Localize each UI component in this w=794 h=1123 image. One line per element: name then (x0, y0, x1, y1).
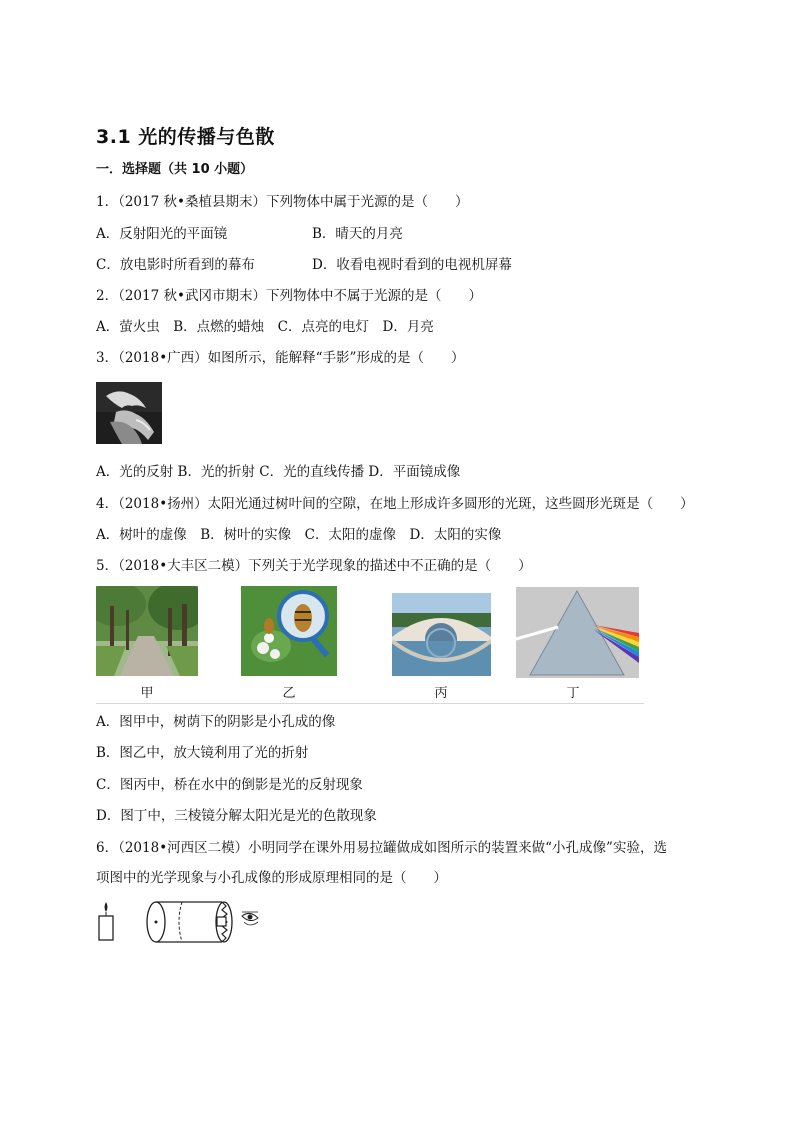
question-6-stem-line-2: 项图中的光学现象与小孔成像的形成原理相同的是（ ） (96, 870, 447, 886)
magnifier-bee-photo (241, 586, 337, 676)
question-5-option-c: C．图丙中，桥在水中的倒影是光的反射现象 (96, 777, 363, 793)
pinhole-camera-diagram (96, 900, 266, 948)
question-1-option-b: B．晴天的月亮 (312, 226, 403, 242)
page-title: 3.1 光的传播与色散 (96, 126, 275, 148)
caption-yi: 乙 (282, 686, 296, 701)
question-1-option-c: C．放电影时所看到的幕布 (96, 257, 255, 273)
caption-jia: 甲 (140, 686, 154, 701)
tree-path-photo (96, 586, 198, 676)
section-heading: 一．选择题（共 10 小题） (96, 162, 254, 177)
figure-baseline (96, 703, 644, 704)
question-5-option-d: D．图丁中，三棱镜分解太阳光是光的色散现象 (96, 808, 377, 824)
question-3-options: A．光的反射 B．光的折射 C．光的直线传播 D．平面镜成像 (96, 464, 461, 480)
question-2-stem: 2．（2017 秋•武冈市期末）下列物体中不属于光源的是（ ） (96, 288, 482, 304)
caption-bing: 丙 (434, 686, 448, 701)
hand-shadow-photo (96, 382, 162, 444)
question-5-option-a: A．图甲中，树荫下的阴影是小孔成的像 (96, 714, 336, 730)
question-4-stem: 4．（2018•扬州）太阳光通过树叶间的空隙，在地上形成许多圆形的光斑，这些圆形光斑是（ ） (96, 496, 694, 512)
question-4-options: A．树叶的虚像 B．树叶的实像 C．太阳的虚像 D．太阳的实像 (96, 527, 502, 543)
question-1-option-a: A．反射阳光的平面镜 (96, 226, 228, 242)
question-6-stem-line-1: 6．（2018•河西区二模）小明同学在课外用易拉罐做成如图所示的装置来做“小孔成像”实验，选 (96, 840, 667, 856)
prism-dispersion-figure (516, 587, 639, 678)
question-1-option-d: D．收看电视时看到的电视机屏幕 (312, 257, 512, 273)
question-2-options: A．萤火虫 B．点燃的蜡烛 C．点亮的电灯 D．月亮 (96, 319, 434, 335)
caption-ding: 丁 (566, 686, 580, 701)
question-5-option-b: B．图乙中，放大镜利用了光的折射 (96, 745, 309, 761)
question-5-stem: 5．（2018•大丰区二模）下列关于光学现象的描述中不正确的是（ ） (96, 558, 532, 574)
question-1-stem: 1．（2017 秋•桑植县期末）下列物体中属于光源的是（ ） (96, 194, 469, 210)
question-3-stem: 3．（2018•广西）如图所示，能解释“手影”形成的是（ ） (96, 350, 465, 366)
arch-bridge-photo (392, 593, 491, 676)
